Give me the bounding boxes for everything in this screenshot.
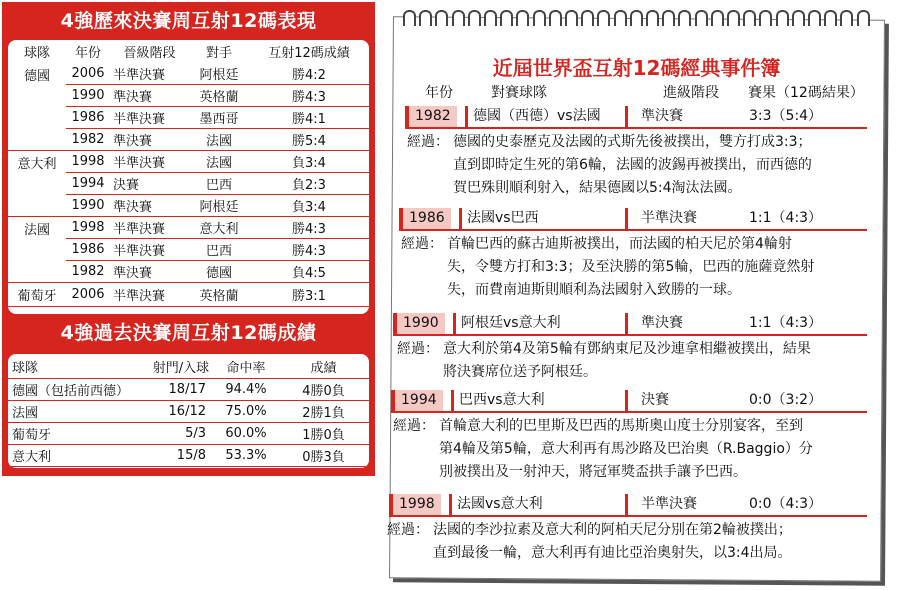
event-header-row (399, 208, 867, 231)
team-name: 葡萄牙 (8, 283, 66, 307)
event-result: 3:3（5:4） (749, 108, 823, 124)
event-year: 1986 (399, 208, 451, 229)
story-line: 失，而費南迪斯則順利為法國射入致勝的一球。 (447, 282, 741, 298)
result-cell: 勝4:2 (249, 63, 369, 85)
left-panel (2, 2, 375, 476)
story-line: 別被撲出及一射沖天，將冠軍獎盃拱手讓予巴西。 (439, 464, 747, 480)
notebook (383, 10, 890, 582)
year-cell: 1982 (66, 129, 110, 151)
divider (465, 106, 468, 127)
col-year: 年份 (74, 46, 101, 61)
col-record: 成績 (278, 354, 369, 379)
ring-icon (662, 10, 675, 26)
table-row (8, 63, 369, 85)
year-cell: 1990 (66, 195, 110, 217)
story-label: 經過： (407, 134, 449, 150)
story-label: 經過： (393, 418, 435, 434)
event-stage: 半準決賽 (641, 496, 697, 512)
table-row (8, 423, 369, 445)
year-cell: 1998 (66, 217, 110, 239)
divider (459, 208, 462, 229)
stage-cell: 半準決賽 (110, 217, 189, 239)
shots-goals-cell: 18/17 (148, 379, 214, 401)
result-cell: 勝4:1 (249, 107, 369, 129)
event-header-row (405, 106, 867, 129)
header-result: 賽果（12碼結果） (748, 85, 864, 101)
event-stage: 半準決賽 (641, 210, 697, 226)
result-cell: 勝4:3 (249, 239, 369, 261)
story-line: 意大利於第4及第5輪有鄧納東尼及沙連拿相繼被撲出，結果 (443, 341, 811, 357)
story-line: 首輪意大利的巴里斯及巴西的馬斯奧山度士分別宴客，至到 (439, 418, 803, 434)
result-cell: 勝5:4 (249, 129, 369, 151)
opponent-cell: 法國 (189, 129, 249, 151)
header-stage: 進級階段 (663, 85, 719, 101)
stage-cell: 準決賽 (110, 195, 189, 217)
opponent-cell: 巴西 (189, 173, 249, 195)
rate-cell: 75.0% (214, 401, 278, 423)
col-opponent: 對手 (205, 46, 232, 61)
stage-cell: 決賽 (110, 173, 189, 195)
table-row (8, 151, 369, 173)
col-result: 互射12碼成績 (268, 46, 350, 61)
story-line: 直到最後一輪，意大利再有迪比亞治奧射失，以3:4出局。 (433, 545, 792, 561)
opponent-cell: 法國 (189, 151, 249, 173)
result-cell: 勝4:3 (249, 85, 369, 107)
team-cell: 葡萄牙 (8, 423, 148, 445)
story-label: 經過： (387, 522, 429, 538)
ring-icon (727, 10, 740, 26)
event-header-row (391, 390, 867, 413)
event-match: 法國vs巴西 (467, 210, 539, 226)
team-name: 法國 (8, 217, 66, 283)
col-rate: 命中率 (214, 354, 278, 379)
shots-goals-cell: 15/8 (148, 445, 214, 467)
year-cell: 1990 (66, 85, 110, 107)
rate-cell: 53.3% (214, 445, 278, 467)
event-stage: 準決賽 (641, 108, 683, 124)
divider (625, 494, 628, 515)
opponent-cell: 巴西 (189, 239, 249, 261)
table1-title: 4強歷來決賽周互射12碼表現 (60, 10, 317, 32)
story-line: 德國的史泰歷克及法國的式斯先後被撲出，雙方打成3:3； (453, 134, 812, 150)
stage-cell: 半準決賽 (110, 107, 189, 129)
notebook-title: 近屆世界盃互射12碼經典事件簿 (492, 56, 781, 80)
ring-icon (419, 10, 432, 26)
story-line: 法國的李沙拉素及意大利的阿柏天尼分別在第2輪被撲出； (433, 522, 792, 538)
opponent-cell: 英格蘭 (189, 283, 249, 307)
event-header-row (393, 313, 867, 336)
table-row (8, 401, 369, 423)
opponent-cell: 意大利 (189, 217, 249, 239)
opponent-cell: 阿根廷 (189, 195, 249, 217)
divider (449, 494, 452, 515)
story-label: 經過： (401, 236, 443, 252)
col-stage: 晉級階段 (123, 46, 176, 61)
story-line: 失，令雙方打和3:3；及至決勝的第5輪，巴西的施薩竟然射 (447, 259, 815, 275)
record-cell: 2勝1負 (278, 401, 369, 423)
ring-icon (581, 10, 594, 26)
table-row (8, 217, 369, 239)
ring-icon (484, 10, 497, 26)
record-cell: 4勝0負 (278, 379, 369, 401)
ring-icon (678, 10, 691, 26)
team-cell: 法國 (8, 401, 148, 423)
record-cell: 0勝3負 (278, 445, 369, 467)
team-cell: 意大利 (8, 445, 148, 467)
ring-icon (549, 10, 562, 26)
opponent-cell: 墨西哥 (189, 107, 249, 129)
table1-box (8, 40, 369, 314)
divider (625, 106, 628, 127)
ring-icon (435, 10, 448, 26)
shootout-summary-table (8, 354, 369, 467)
event-year: 1990 (393, 313, 445, 334)
ring-icon (857, 10, 870, 26)
event-result: 1:1（4:3） (749, 315, 823, 331)
col-shots-goals: 射門/入球 (148, 354, 214, 379)
ring-icon (743, 10, 756, 26)
year-cell: 1986 (66, 107, 110, 129)
ring-icon (840, 10, 853, 26)
shots-goals-cell: 5/3 (148, 423, 214, 445)
event-result: 0:0（4:3） (749, 496, 823, 512)
shootout-history-table (8, 40, 369, 307)
event-match: 阿根廷vs意大利 (461, 315, 561, 331)
event-stage: 準決賽 (641, 315, 683, 331)
col-team: 球隊 (8, 354, 148, 379)
year-cell: 1994 (66, 173, 110, 195)
team-name: 意大利 (8, 151, 66, 217)
story-line: 首輪巴西的蘇古迪斯被撲出，而法國的柏天尼於第4輪射 (447, 236, 792, 252)
result-cell: 勝4:3 (249, 217, 369, 239)
stage-cell: 準決賽 (110, 85, 189, 107)
ring-icon (597, 10, 610, 26)
team-name: 德國 (8, 63, 66, 151)
shots-goals-cell: 16/12 (148, 401, 214, 423)
event-year: 1998 (389, 494, 441, 515)
opponent-cell: 德國 (189, 261, 249, 283)
header-year: 年份 (425, 85, 453, 101)
result-cell: 負2:3 (249, 173, 369, 195)
col-team: 球隊 (23, 46, 50, 61)
year-cell: 2006 (66, 63, 110, 85)
table-row (8, 445, 369, 467)
divider (625, 390, 628, 411)
header-match: 對賽球隊 (491, 85, 547, 101)
ring-icon (533, 10, 546, 26)
team-cell: 德國（包括前西德） (8, 379, 148, 401)
table2-box (8, 354, 369, 468)
ring-icon (759, 10, 772, 26)
result-cell: 勝3:1 (249, 283, 369, 307)
ring-icon (614, 10, 627, 26)
ring-icon (565, 10, 578, 26)
event-result: 1:1（4:3） (749, 210, 823, 226)
table-row (8, 283, 369, 307)
event-header-row (389, 494, 867, 517)
divider (625, 208, 628, 229)
event-year: 1982 (405, 106, 457, 127)
event-match: 德國（西德）vs法國 (473, 108, 601, 124)
year-cell: 1986 (66, 239, 110, 261)
ring-icon (711, 10, 724, 26)
event-result: 0:0（3:2） (749, 392, 823, 408)
ring-icon (776, 10, 789, 26)
rate-cell: 94.4% (214, 379, 278, 401)
stage-cell: 半準決賽 (110, 63, 189, 85)
stage-cell: 半準決賽 (110, 239, 189, 261)
event-match: 法國vs意大利 (457, 496, 543, 512)
event-year: 1994 (391, 390, 443, 411)
year-cell: 1998 (66, 151, 110, 173)
divider (451, 390, 454, 411)
story-line: 第4輪及第5輪，意大利再有馬沙路及巴治奧（R.Baggio）分 (439, 441, 813, 457)
stage-cell: 半準決賽 (110, 151, 189, 173)
event-stage: 決賽 (641, 392, 669, 408)
stage-cell: 半準決賽 (110, 283, 189, 307)
stage-cell: 準決賽 (110, 129, 189, 151)
event-match: 巴西vs意大利 (459, 392, 545, 408)
story-line: 將決賽席位送予阿根廷。 (443, 364, 597, 380)
notebook-header (403, 82, 873, 104)
divider (453, 313, 456, 334)
ring-icon (403, 10, 416, 26)
year-cell: 1982 (66, 261, 110, 283)
ring-icon (452, 10, 465, 26)
story-line: 賀巴殊則順利射入，結果德國以5:4淘汰法國。 (453, 180, 742, 196)
table-row (8, 379, 369, 401)
result-cell: 負3:4 (249, 151, 369, 173)
ring-icon (516, 10, 529, 26)
story-line: 直到即時定生死的第6輪，法國的波錫再被撲出，而西德的 (453, 157, 812, 173)
ring-icon (468, 10, 481, 26)
table2-title: 4強過去決賽周互射12碼成績 (60, 322, 317, 344)
ring-icon (824, 10, 837, 26)
record-cell: 1勝0負 (278, 423, 369, 445)
result-cell: 負4:5 (249, 261, 369, 283)
year-cell: 2006 (66, 283, 110, 307)
ring-icon (792, 10, 805, 26)
ring-icon (500, 10, 513, 26)
opponent-cell: 阿根廷 (189, 63, 249, 85)
story-label: 經過： (397, 341, 439, 357)
stage-cell: 準決賽 (110, 261, 189, 283)
spiral-rings (403, 10, 873, 32)
divider (625, 313, 628, 334)
ring-icon (808, 10, 821, 26)
ring-icon (695, 10, 708, 26)
ring-icon (630, 10, 643, 26)
opponent-cell: 英格蘭 (189, 85, 249, 107)
ring-icon (646, 10, 659, 26)
rate-cell: 60.0% (214, 423, 278, 445)
result-cell: 負3:4 (249, 195, 369, 217)
